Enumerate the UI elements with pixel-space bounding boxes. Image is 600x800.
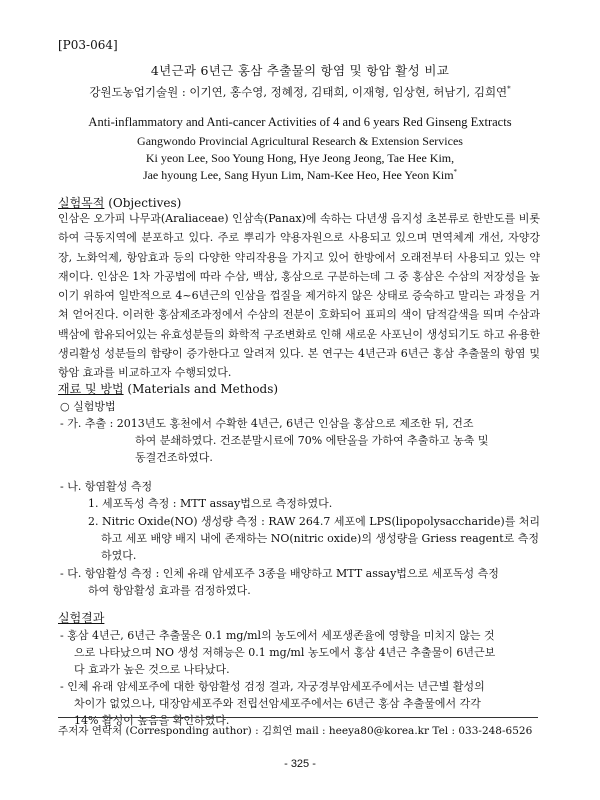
english-authors-line-2: Jae hyoung Lee, Sang Hyun Lim, Nam-Kee Heo, Hee Yeon Kim* [142, 168, 458, 182]
methods-subheading: ○ 실험방법 [60, 400, 116, 413]
results-item-2-line-2: 차이가 없었으나, 대장암세포주와 전립선암세포주에서는 6년근 홍삼 추출물에서 각각 [74, 697, 481, 710]
methods-heading [58, 380, 278, 397]
methods-item-a-line-1: 2013년도 홍천에서 수확한 4년근, 6년근 인삼을 홍삼으로 제조한 뒤, 건조 [116, 417, 474, 430]
methods-item-b2-line-2: 하고 세포 배양 배지 내에 존재하는 NO(nitric oxide)의 생성량을 Griess reagent로 측정 [101, 532, 540, 545]
methods-item-b2-line-1: 2. Nitric Oxide(NO) 생성량 측정 : RAW 264.7 세포에 LPS(lipopolysaccharide)를 처리 [88, 515, 541, 528]
methods-item-b1: 1. 세포독성 측정 : MTT assay법으로 측정하였다. [88, 497, 333, 510]
asterisk-marker: * [453, 168, 458, 176]
english-affiliation: Gangwondo Provincial Agricultural Research & Extension Services [137, 134, 463, 148]
page-number: - 325 - [284, 758, 316, 770]
footer-divider [58, 717, 538, 718]
asterisk-marker: * [507, 85, 511, 94]
results-heading [58, 609, 104, 626]
objectives-heading-en: (Objectives) [104, 196, 182, 210]
korean-title: 4년근과 6년근 홍삼 추출물의 항염 및 항암 활성 비교 [150, 63, 450, 78]
results-item-1-line-1: - 홍삼 4년근, 6년근 추출물은 0.1 mg/ml의 농도에서 세포생존율에 영향을 미치지 않는 것 [60, 629, 495, 642]
english-title: Anti-inflammatory and Anti-cancer Activities of 4 and 6 years Red Ginseng Extracts [88, 115, 512, 129]
methods-item-b2-line-3: 하였다. [101, 549, 137, 562]
methods-item-c-line-2: 하여 항암활성 효과를 검정하였다. [88, 584, 251, 597]
methods-item-c-line-1: - 다. 항암활성 측정 : 인체 유래 암세포주 3종을 배양하고 MTT assay법으로 세포독성 측정 [60, 567, 499, 580]
results-heading-ko: 실험결과 [58, 611, 105, 625]
methods-item-a [60, 415, 474, 431]
english-authors-line-1: Ki yeon Lee, Soo Young Hong, Hye Jeong Jeong, Tae Hee Kim, [145, 151, 455, 165]
objectives-heading-ko: 실험목적 [58, 196, 105, 210]
abstract-code: [P03-064] [58, 38, 118, 52]
methods-item-b-label: - 나. 항염활성 측정 [60, 480, 153, 493]
objectives-body: 인삼은 오가피 나무과(Araliaceae) 인삼속(Panax)에 속하는 다년생 음지성 초본류로 한반도를 비롯하여 극동지역에 분포하고 있다. 주로 뿌리가 약용자원으로 사용되고 있으며 면역체계 개선, 자양강장, 노화억제, 항암효과 등의 다양한 약리작용을 가지고 있어 한방에서 오래전부터 사용되고 있는 약재이다. 인삼은 1차 가공법에 따라 수삼, 백삼, 홍삼으로 구분하는데 그 중 홍삼은 수삼의 저장성을 높이기 위하여 일반적으로 4~6년근의 인삼을 껍질을 제거하지 않은 상태로 증숙하고 말리는 과정을 거쳐 얻어진다. 이러한 홍삼제조과정에서 수삼의 전분이 호화되어 표피의 색이 담적갈색을 띄며 수삼과 백삼에 함유되어있는 유효성분들의 화학적 구조변화로 인해 새로운 사포닌이 생성되기도 하고 유용한 생리활성 성분들의 함량이 증가한다고 알려져 있다. 본 연구는 4년근과 6년근 홍삼 추출물의 항염 및 항암 효과를 비교하고자 수행되었다. [58, 212, 540, 380]
methods-heading-ko: 재료 및 방법 [58, 382, 124, 396]
results-item-2-line-3: 14% 활성이 높음을 확인하였다. [74, 714, 230, 727]
methods-heading-en: (Materials and Methods) [123, 382, 279, 396]
methods-item-a-line-3: 동결건조하였다. [135, 451, 213, 464]
corresponding-author: 주저자 연락처 (Corresponding author) : 김희연 mail : heeya80@korea.kr Tel : 033-248-6526 [58, 725, 533, 737]
results-item-1-line-2: 으로 나타났으며 NO 생성 저해능은 0.1 mg/ml 농도에서 홍삼 4년근 추출물이 6년근보 [74, 646, 496, 659]
results-item-1-line-3: 다 효과가 높은 것으로 나타났다. [74, 663, 230, 676]
results-item-2-line-1: - 인체 유래 암세포주에 대한 항암활성 검정 결과, 자궁경부암세포주에서는 년근별 활성의 [60, 680, 485, 693]
methods-item-a-label: - 가. 추출 : [60, 417, 117, 430]
methods-item-a-line-2: 하여 분쇄하였다. 건조분말시료에 70% 에탄올을 가하여 추출하고 농축 및 [135, 434, 489, 447]
korean-authors: 강원도농업기술원 : 이기연, 홍수영, 정혜정, 김태희, 이재형, 임상현, 허남기, 김희연* [89, 85, 511, 99]
